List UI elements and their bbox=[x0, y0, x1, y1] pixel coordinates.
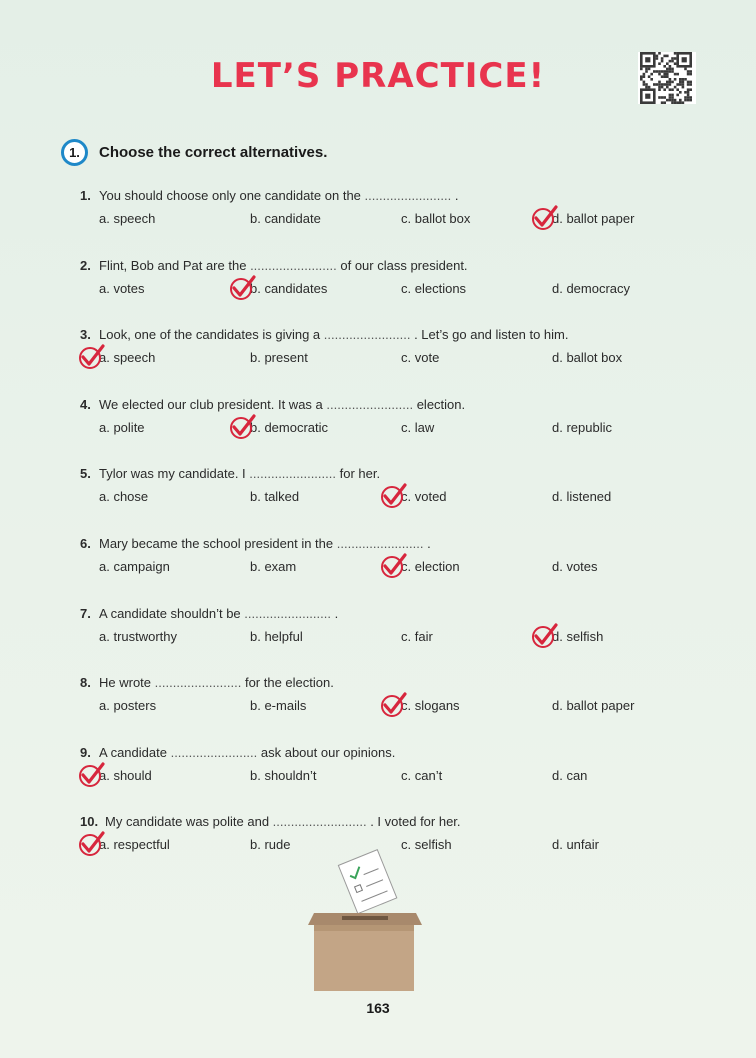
answer-option-d[interactable] bbox=[552, 420, 612, 435]
question-text-before: Look, one of the candidates is giving a bbox=[99, 327, 321, 343]
option-text: posters bbox=[109, 698, 157, 714]
option-text: election bbox=[411, 559, 460, 574]
answer-option-b[interactable] bbox=[250, 559, 296, 574]
question-sentence bbox=[99, 745, 395, 760]
question-item bbox=[80, 675, 700, 718]
option-text: democratic bbox=[260, 419, 329, 435]
option-row bbox=[80, 559, 700, 579]
answer-option-b[interactable] bbox=[250, 350, 308, 365]
answer-option-b[interactable] bbox=[250, 489, 299, 504]
question-number: 5. bbox=[80, 466, 91, 482]
option-text: vote bbox=[411, 350, 440, 366]
option-letter: c. bbox=[401, 350, 412, 366]
option-text: polite bbox=[109, 419, 145, 435]
question-number: 7. bbox=[80, 605, 91, 621]
option-row bbox=[80, 768, 700, 788]
ballot-box-icon bbox=[300, 845, 430, 995]
answer-blank: ........................ bbox=[244, 605, 331, 621]
question-item bbox=[80, 397, 700, 440]
answer-blank: ........................ bbox=[154, 675, 242, 691]
option-letter: b. bbox=[250, 698, 261, 714]
answer-option-a[interactable] bbox=[99, 281, 145, 296]
answer-option-b[interactable] bbox=[250, 420, 328, 435]
question-item bbox=[80, 606, 700, 649]
option-row bbox=[80, 489, 700, 509]
question-line bbox=[80, 675, 700, 695]
option-text: campaign bbox=[109, 559, 170, 574]
option-letter: d. bbox=[552, 837, 563, 853]
question-sentence bbox=[99, 536, 431, 551]
question-text-before: Tylor was my candidate. I bbox=[99, 466, 246, 482]
answer-option-b[interactable] bbox=[250, 281, 327, 296]
question-text-after: . I voted for her. bbox=[366, 814, 461, 830]
question-number: 1. bbox=[80, 188, 91, 203]
question-item bbox=[80, 327, 700, 370]
option-letter: b. bbox=[250, 280, 261, 296]
answer-option-b[interactable] bbox=[250, 768, 317, 783]
answer-option-d[interactable] bbox=[552, 489, 611, 504]
option-letter: c. bbox=[401, 628, 412, 644]
question-text-before: A candidate shouldn’t be bbox=[99, 605, 241, 621]
question-number: 8. bbox=[80, 675, 91, 691]
option-letter: b. bbox=[250, 628, 261, 644]
option-text: law bbox=[411, 419, 435, 435]
option-letter: a. bbox=[99, 837, 110, 853]
answer-option-a[interactable] bbox=[99, 698, 156, 713]
question-line bbox=[80, 327, 700, 347]
option-text: ballot paper bbox=[562, 698, 635, 714]
qr-code-icon bbox=[638, 52, 696, 104]
option-letter: b. bbox=[250, 559, 261, 574]
option-text: elections bbox=[411, 280, 467, 296]
option-text: can bbox=[562, 767, 588, 783]
option-text: chose bbox=[109, 489, 149, 505]
option-letter: c. bbox=[401, 489, 412, 505]
question-number: 3. bbox=[80, 327, 91, 343]
question-item bbox=[80, 258, 700, 301]
answer-option-c[interactable] bbox=[401, 211, 470, 226]
option-text: e-mails bbox=[260, 698, 307, 714]
answer-option-a[interactable] bbox=[99, 768, 152, 783]
question-text-before: You should choose only one candidate on the bbox=[99, 188, 361, 203]
option-letter: b. bbox=[250, 489, 261, 505]
question-item bbox=[80, 745, 700, 788]
option-text: candidate bbox=[260, 211, 321, 226]
answer-option-a[interactable] bbox=[99, 211, 155, 226]
answer-option-c[interactable] bbox=[401, 698, 460, 713]
option-text: fair bbox=[411, 628, 433, 644]
option-letter: c. bbox=[401, 698, 412, 714]
option-letter: d. bbox=[552, 280, 563, 296]
option-letter: a. bbox=[99, 559, 110, 574]
question-text-before: He wrote bbox=[99, 675, 152, 691]
question-line bbox=[80, 745, 700, 765]
option-text: unfair bbox=[562, 837, 599, 853]
question-text-after: . Let’s go and listen to him. bbox=[410, 327, 569, 343]
option-letter: d. bbox=[552, 350, 563, 366]
question-sentence bbox=[99, 188, 458, 203]
option-text: respectful bbox=[109, 837, 170, 853]
option-text: ballot paper bbox=[562, 211, 635, 226]
option-text: ballot box bbox=[562, 350, 623, 366]
answer-blank: ........................ bbox=[326, 396, 414, 412]
answer-blank: ........................ bbox=[250, 257, 337, 273]
question-number: 2. bbox=[80, 257, 91, 273]
option-text: speech bbox=[109, 350, 156, 366]
question-line bbox=[80, 258, 700, 278]
option-text: democracy bbox=[562, 280, 631, 296]
option-row bbox=[80, 350, 700, 370]
answer-option-d[interactable] bbox=[552, 559, 598, 574]
option-text: votes bbox=[109, 280, 145, 296]
option-letter: c. bbox=[401, 559, 412, 574]
exercise-number: 1. bbox=[61, 139, 88, 166]
option-text: helpful bbox=[260, 628, 303, 644]
answer-option-a[interactable] bbox=[99, 837, 170, 852]
question-number: 9. bbox=[80, 744, 91, 760]
option-letter: a. bbox=[99, 628, 110, 644]
answer-option-c[interactable] bbox=[401, 629, 433, 644]
option-row bbox=[80, 211, 700, 231]
question-line bbox=[80, 397, 700, 417]
option-text: ballot box bbox=[411, 211, 471, 226]
option-text: candidates bbox=[260, 280, 328, 296]
question-text-after: for her. bbox=[335, 466, 381, 482]
option-row bbox=[80, 629, 700, 649]
option-letter: d. bbox=[552, 419, 563, 435]
question-line bbox=[80, 814, 700, 834]
option-letter: c. bbox=[401, 837, 412, 853]
option-letter: a. bbox=[99, 698, 110, 714]
answer-option-b[interactable] bbox=[250, 837, 290, 852]
answer-blank: ........................ bbox=[364, 188, 452, 203]
option-text: votes bbox=[562, 559, 598, 574]
option-letter: c. bbox=[401, 211, 412, 226]
question-sentence bbox=[99, 397, 465, 412]
option-text: should bbox=[109, 767, 152, 783]
answer-option-d[interactable] bbox=[552, 768, 587, 783]
question-text-before: My candidate was polite and bbox=[105, 814, 270, 830]
option-row bbox=[80, 698, 700, 718]
option-letter: a. bbox=[99, 419, 110, 435]
option-text: present bbox=[260, 350, 308, 366]
question-sentence bbox=[99, 606, 338, 621]
answer-option-d[interactable] bbox=[552, 698, 634, 713]
answer-option-a[interactable] bbox=[99, 420, 145, 435]
question-line bbox=[80, 606, 700, 626]
option-letter: a. bbox=[99, 489, 110, 505]
option-text: republic bbox=[562, 419, 612, 435]
answer-option-d[interactable] bbox=[552, 281, 630, 296]
answer-option-c[interactable] bbox=[401, 281, 466, 296]
answer-option-a[interactable] bbox=[99, 629, 177, 644]
option-text: exam bbox=[260, 559, 297, 574]
answer-option-b[interactable] bbox=[250, 698, 306, 713]
question-text-after: . bbox=[451, 188, 459, 203]
option-letter: c. bbox=[401, 767, 412, 783]
question-text-after: for the election. bbox=[241, 675, 334, 691]
question-item bbox=[80, 536, 700, 579]
option-text: slogans bbox=[411, 698, 460, 714]
answer-option-d[interactable] bbox=[552, 629, 603, 644]
option-letter: d. bbox=[552, 767, 563, 783]
question-number: 10. bbox=[80, 814, 99, 830]
option-letter: d. bbox=[552, 559, 563, 574]
question-line bbox=[80, 188, 700, 208]
option-letter: d. bbox=[552, 698, 563, 714]
question-line bbox=[80, 536, 700, 556]
page-number: 163 bbox=[366, 1000, 390, 1016]
answer-blank: ........................ bbox=[249, 466, 336, 482]
question-text-after: ask about our opinions. bbox=[257, 744, 396, 760]
answer-option-d[interactable] bbox=[552, 837, 599, 852]
answer-option-c[interactable] bbox=[401, 420, 434, 435]
question-text-before: We elected our club president. It was a bbox=[99, 396, 323, 412]
answer-option-b[interactable] bbox=[250, 211, 321, 226]
answer-option-b[interactable] bbox=[250, 629, 303, 644]
option-text: talked bbox=[260, 489, 300, 505]
option-letter: d. bbox=[552, 628, 563, 644]
question-text-after: of our class president. bbox=[336, 257, 468, 273]
question-text-after: . bbox=[423, 536, 431, 551]
answer-option-c[interactable] bbox=[401, 489, 447, 504]
answer-option-d[interactable] bbox=[552, 350, 622, 365]
question-text-before: A candidate bbox=[99, 744, 167, 760]
answer-option-c[interactable] bbox=[401, 559, 460, 574]
exercise-instruction: Choose the correct alternatives. bbox=[99, 144, 328, 161]
option-text: selfish bbox=[411, 837, 452, 853]
option-letter: a. bbox=[99, 280, 110, 296]
option-letter: c. bbox=[401, 280, 412, 296]
answer-option-c[interactable] bbox=[401, 768, 442, 783]
option-row bbox=[80, 420, 700, 440]
answer-option-a[interactable] bbox=[99, 350, 155, 365]
question-item bbox=[80, 466, 700, 509]
answer-option-d[interactable] bbox=[552, 211, 634, 226]
option-text: selfish bbox=[562, 628, 604, 644]
answer-blank: .......................... bbox=[272, 814, 367, 830]
question-number: 4. bbox=[80, 396, 91, 412]
question-text-before: Mary became the school president in the bbox=[99, 536, 334, 551]
option-text: voted bbox=[411, 489, 447, 505]
question-sentence bbox=[105, 814, 461, 829]
question-sentence bbox=[99, 466, 380, 481]
question-line bbox=[80, 466, 700, 486]
option-text: shouldn’t bbox=[260, 767, 317, 783]
option-letter: a. bbox=[99, 211, 110, 226]
question-text-after: election. bbox=[413, 396, 466, 412]
answer-option-c[interactable] bbox=[401, 350, 439, 365]
option-text: listened bbox=[562, 489, 612, 505]
option-letter: b. bbox=[250, 767, 261, 783]
option-row bbox=[80, 281, 700, 301]
option-letter: a. bbox=[99, 767, 110, 783]
question-text-after: . bbox=[330, 605, 339, 621]
option-text: can’t bbox=[411, 767, 443, 783]
question-sentence bbox=[99, 675, 334, 690]
page-title: LET’S PRACTICE! bbox=[210, 56, 546, 96]
answer-option-a[interactable] bbox=[99, 489, 148, 504]
answer-blank: ........................ bbox=[323, 327, 411, 343]
option-letter: a. bbox=[99, 350, 110, 366]
answer-blank: ........................ bbox=[170, 744, 258, 760]
option-letter: c. bbox=[401, 419, 412, 435]
question-text-before: Flint, Bob and Pat are the bbox=[99, 257, 247, 273]
question-number: 6. bbox=[80, 536, 91, 551]
option-letter: d. bbox=[552, 211, 563, 226]
answer-blank: ........................ bbox=[336, 536, 424, 551]
option-text: rude bbox=[260, 837, 291, 853]
option-letter: b. bbox=[250, 350, 261, 366]
option-letter: d. bbox=[552, 489, 563, 505]
answer-option-a[interactable] bbox=[99, 559, 170, 574]
option-letter: b. bbox=[250, 211, 261, 226]
question-sentence bbox=[99, 327, 569, 342]
option-letter: b. bbox=[250, 837, 261, 853]
question-item bbox=[80, 188, 700, 231]
option-letter: b. bbox=[250, 419, 261, 435]
option-text: trustworthy bbox=[109, 628, 178, 644]
option-text: speech bbox=[109, 211, 156, 226]
question-sentence bbox=[99, 258, 468, 273]
